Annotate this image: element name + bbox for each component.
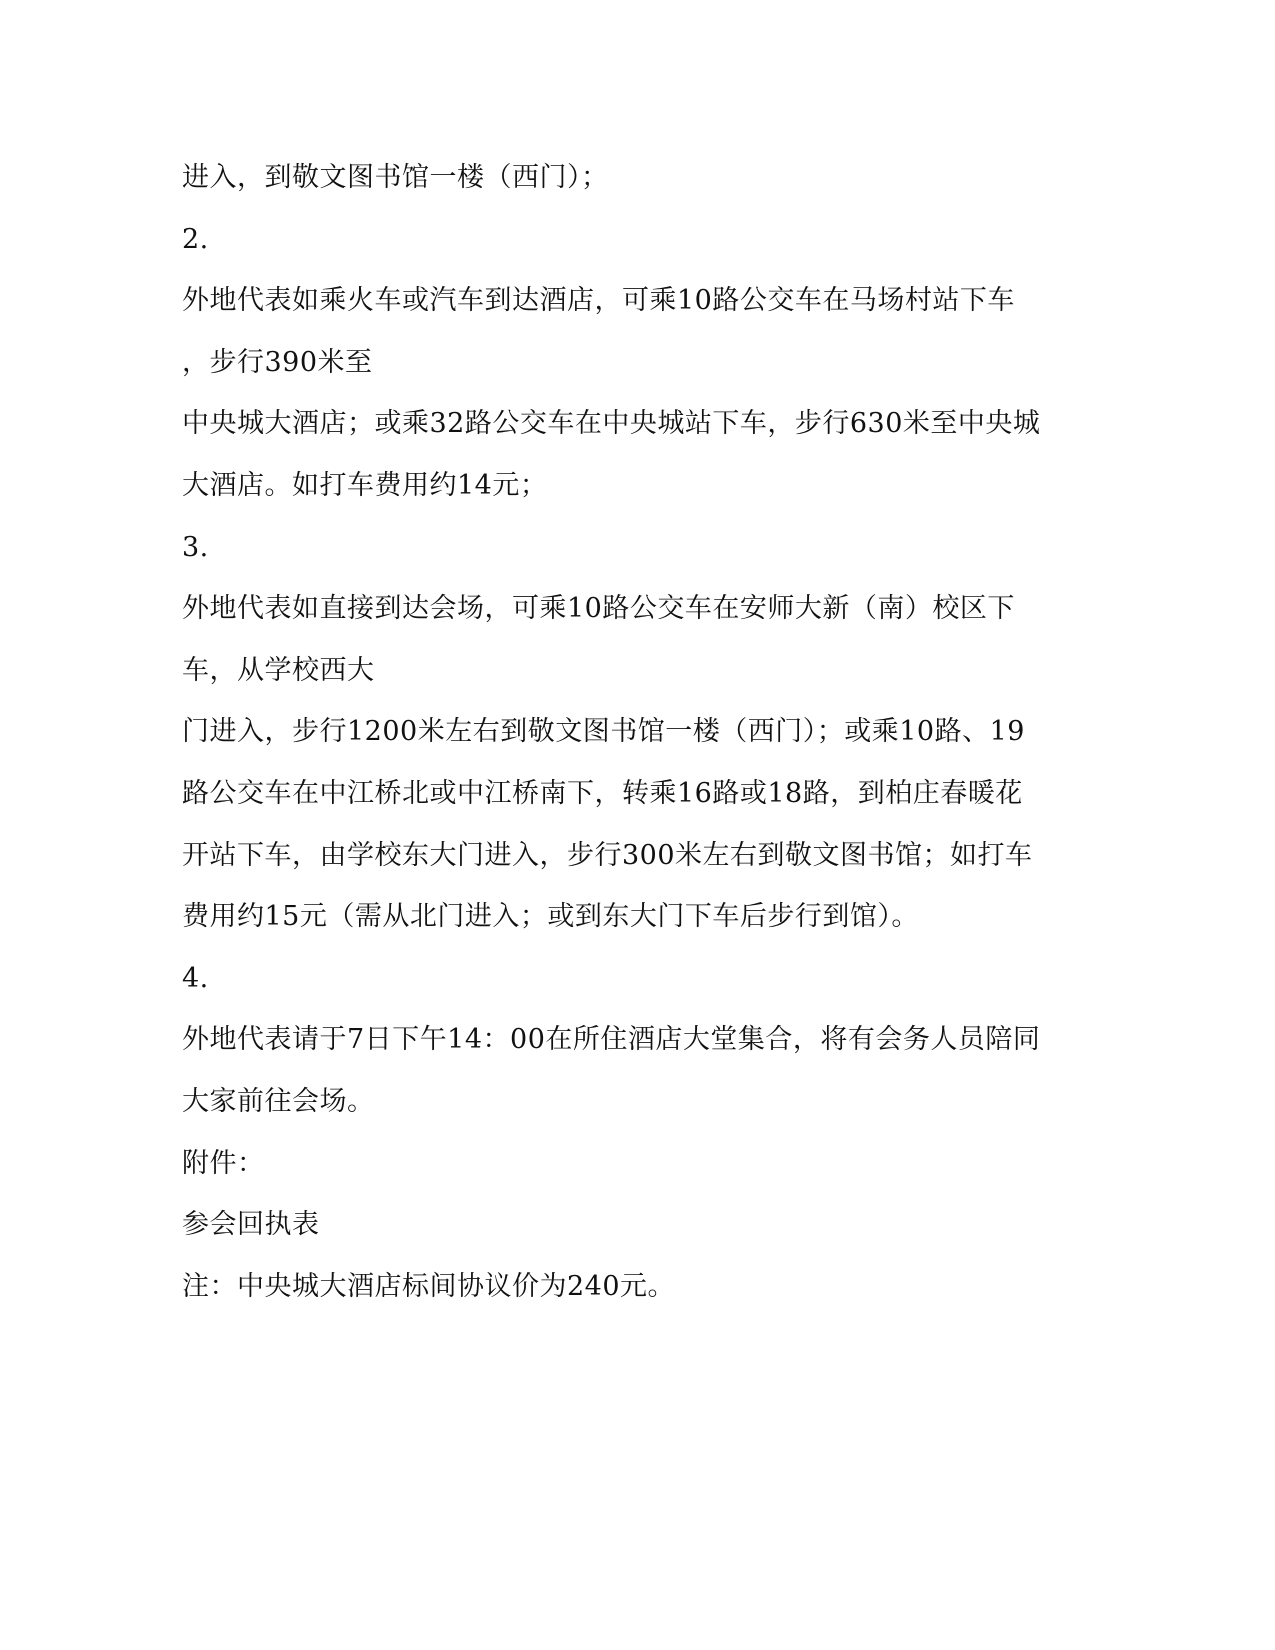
text-line: ，步行390米至: [182, 347, 373, 378]
list-number: 4.: [182, 963, 209, 994]
text-line: 大酒店。如打车费用约14元；: [182, 470, 548, 501]
attachment-label: 附件：: [182, 1148, 265, 1179]
text-line: 中央城大酒店；或乘32路公交车在中央城站下车，步行630米至中央城: [182, 408, 1041, 439]
text-line: 外地代表请于7日下午14：00在所住酒店大堂集合，将有会务人员陪同: [182, 1024, 1041, 1055]
text-line: 进入，到敬文图书馆一楼（西门）；: [182, 162, 609, 193]
text-line: 门进入，步行1200米左右到敬文图书馆一楼（西门）；或乘10路、19: [182, 716, 1025, 747]
list-number: 2.: [182, 224, 209, 255]
text-line: 大家前往会场。: [182, 1086, 375, 1117]
text-line: 路公交车在中江桥北或中江桥南下，转乘16路或18路，到柏庄春暖花: [182, 778, 1023, 809]
text-line: 开站下车，由学校东大门进入，步行300米左右到敬文图书馆；如打车: [182, 840, 1033, 871]
text-line: 外地代表如直接到达会场，可乘10路公交车在安师大新（南）校区下: [182, 593, 1015, 624]
note-line: 注：中央城大酒店标间协议价为240元。: [182, 1271, 676, 1302]
text-line: 费用约15元（需从北门进入；或到东大门下车后步行到馆）。: [182, 901, 919, 932]
text-line: 车，从学校西大: [182, 655, 375, 686]
text-line: 外地代表如乘火车或汽车到达酒店，可乘10路公交车在马场村站下车: [182, 285, 1015, 316]
attachment-title: 参会回执表: [182, 1209, 320, 1240]
list-number: 3.: [182, 532, 209, 563]
